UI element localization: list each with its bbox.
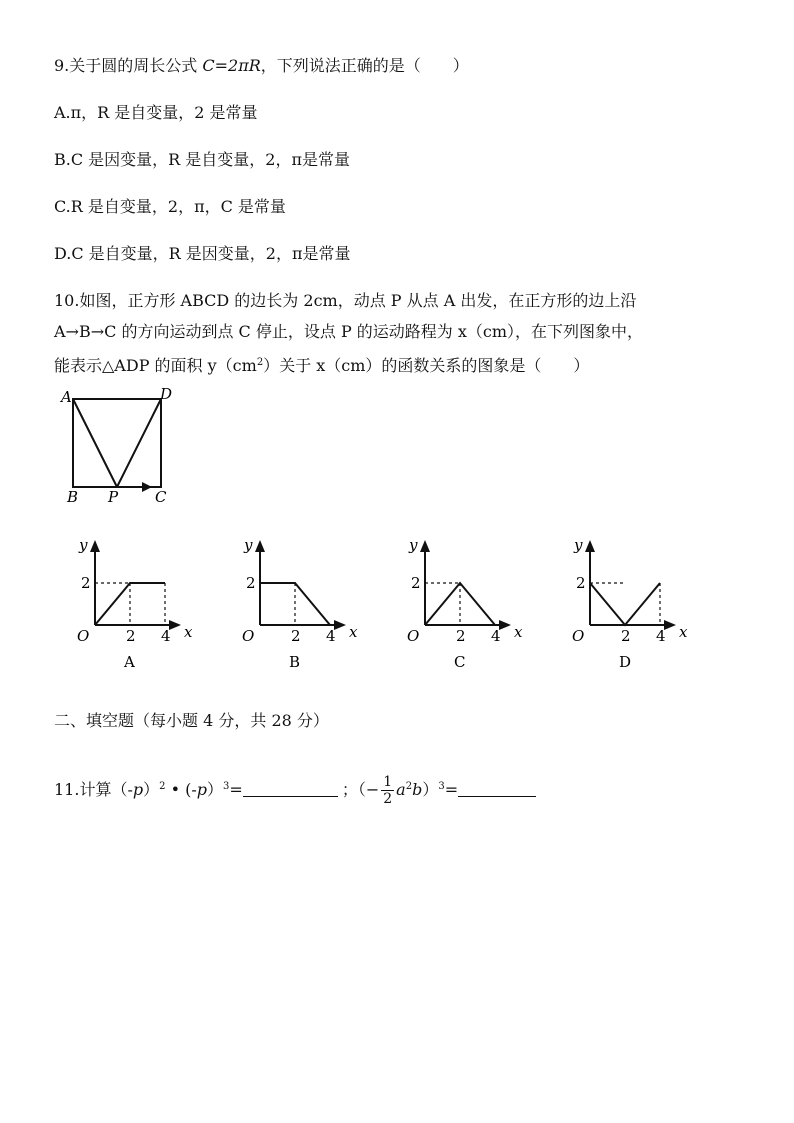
x-axis-label: x (679, 623, 688, 641)
series-line (590, 583, 660, 625)
q10-line3-a: 能表示△ADP 的面积 y（cm (54, 356, 257, 375)
origin-label: O (407, 627, 420, 645)
graph-caption: A (124, 653, 135, 670)
square-figure (55, 382, 195, 507)
tick-label-4: 4 (326, 627, 336, 645)
q9-stem (54, 55, 469, 77)
graph-caption: B (289, 653, 301, 670)
y-axis-label: y (409, 536, 418, 554)
q11-a-exp: 2 (405, 781, 413, 792)
tick-label-2: 2 (291, 627, 301, 645)
graph-a (60, 530, 210, 670)
q10-line3-b: ）关于 x（cm）的函数关系的图象是（ ） (263, 356, 590, 375)
y-axis-label: y (79, 536, 88, 554)
tick-label-2: 2 (126, 627, 136, 645)
tick-label-y2: 2 (576, 574, 586, 592)
q11-mid2: ） (207, 780, 224, 799)
y-axis-arrow (585, 540, 595, 552)
fraction-half (381, 774, 394, 807)
origin-label: O (572, 627, 585, 645)
label-c: C (155, 488, 167, 506)
y-axis-arrow (90, 540, 100, 552)
answer-blank-2[interactable] (458, 780, 536, 797)
x-axis-label: x (514, 623, 523, 641)
label-b: B (67, 488, 79, 506)
tick-label-y2: 2 (246, 574, 256, 592)
q11-close: ） (422, 780, 439, 799)
q11-eq2: = (444, 780, 459, 799)
q11-eq1: = (229, 780, 243, 799)
graph-b (225, 530, 375, 670)
x-axis-arrow (334, 620, 346, 630)
y-axis-label: y (574, 536, 583, 554)
tick-label-4: 4 (161, 627, 171, 645)
graph-d (555, 530, 705, 670)
q10-line2: A→B→C 的方向运动到点 C 停止，设点 P 的运动路程为 x（cm），在下列图象中， (54, 322, 644, 341)
q11-a: a (396, 780, 406, 799)
q9-option-c: C.R 是自变量，2，π，C 是常量 (54, 197, 286, 216)
q11-b: b (412, 780, 423, 799)
q11 (54, 774, 536, 807)
tick-label-y2: 2 (81, 574, 91, 592)
tick-label-2: 2 (456, 627, 466, 645)
fraction-numerator: 1 (383, 774, 393, 790)
y-axis-label: y (244, 536, 253, 554)
q9-formula: C=2πR (202, 56, 261, 75)
q10-line3-sup: 2 (256, 357, 264, 368)
y-axis-arrow (420, 540, 430, 552)
q9-option-d: D.C 是自变量，R 是因变量，2，π是常量 (54, 244, 351, 263)
graph-caption: D (619, 653, 632, 670)
q11-mid1: ） (143, 780, 160, 799)
square-abcd (73, 399, 161, 487)
answer-blank-1[interactable] (243, 780, 338, 797)
q9-option-a: A.π，R 是自变量，2 是常量 (54, 103, 258, 122)
x-axis-arrow (169, 620, 181, 630)
q9-stem-suffix: ，下列说法正确的是（ ） (260, 56, 469, 75)
tick-label-2: 2 (621, 627, 631, 645)
x-axis-arrow (499, 620, 511, 630)
tick-label-4: 4 (656, 627, 666, 645)
q11-exp2: 3 (223, 781, 230, 792)
label-d: D (160, 385, 173, 403)
q11-p2: p (196, 780, 208, 799)
label-p: P (108, 488, 119, 506)
q11-dot: • (- (165, 780, 197, 799)
q10-line3 (54, 352, 589, 377)
fraction-denominator: 2 (383, 791, 393, 807)
segment-ap (73, 399, 117, 487)
q11-sep: ；（− (341, 780, 380, 799)
origin-label: O (242, 627, 255, 645)
origin-label: O (77, 627, 90, 645)
q10-line1: 10.如图，正方形 ABCD 的边长为 2cm，动点 P 从点 A 出发，在正方形的边上沿 (54, 291, 637, 310)
y-axis-arrow (255, 540, 265, 552)
q11-exp1: 2 (159, 781, 166, 792)
q9-stem-prefix: 9.关于圆的周长公式 (54, 56, 203, 75)
segment-dp (117, 399, 161, 487)
x-axis-label: x (184, 623, 193, 641)
motion-arrow-head (142, 482, 152, 492)
section2-title: 二、填空题（每小题 4 分，共 28 分） (54, 711, 329, 730)
tick-label-4: 4 (491, 627, 501, 645)
q11-prefix: 11.计算（- (54, 780, 133, 799)
graph-c (390, 530, 540, 670)
graph-caption: C (454, 653, 466, 670)
q11-p1: p (132, 780, 144, 799)
tick-label-y2: 2 (411, 574, 421, 592)
q9-option-b: B.C 是因变量，R 是自变量，2，π是常量 (54, 150, 351, 169)
label-a: A (61, 388, 72, 406)
x-axis-arrow (664, 620, 676, 630)
x-axis-label: x (349, 623, 358, 641)
q11-exp3: 3 (438, 781, 445, 792)
